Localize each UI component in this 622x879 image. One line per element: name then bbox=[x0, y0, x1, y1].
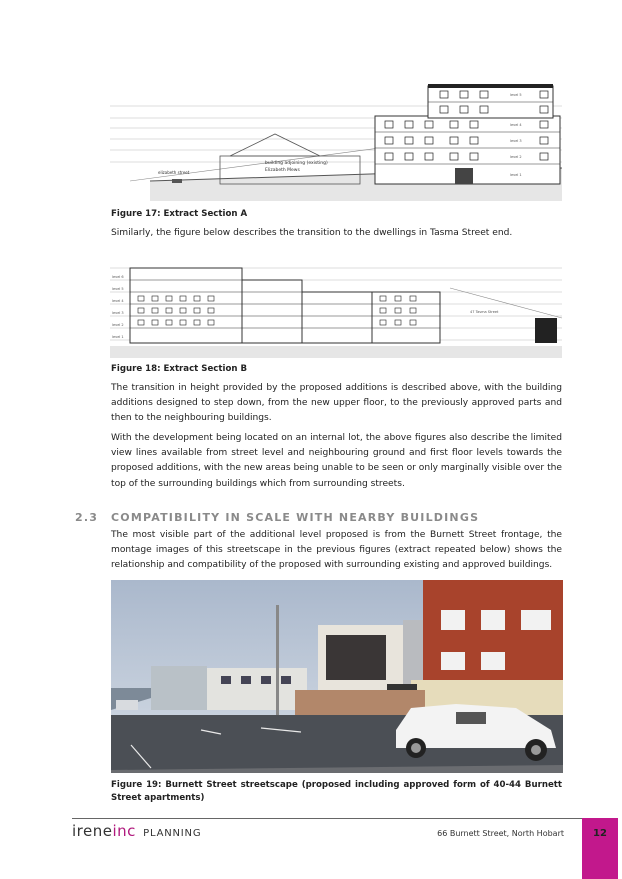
section-a-svg bbox=[110, 76, 562, 201]
section-title: COMPATIBILITY IN SCALE WITH NEARBY BUILDINGS bbox=[111, 511, 480, 524]
label-level-5: level 5 bbox=[510, 93, 522, 97]
paragraph-view-lines: With the development being located on an internal lot, the above figures also describe the limited view lines available from street level and neighbouring ground and first floor levels towards the proposed additions, with the new areas being unable to be seen or only marginally visible over the top of the surrounding buildings which from surrounding streets. bbox=[111, 433, 562, 489]
label-b-level-2: level 2 bbox=[112, 323, 124, 327]
label-level-4: level 4 bbox=[510, 123, 522, 127]
figure-17-drawing bbox=[110, 76, 562, 201]
figure-19-caption: Figure 19: Burnett Street streetscape (proposed including approved form of 40-44 Burnett Street apartments) bbox=[111, 780, 562, 803]
label-b-level-1: level 1 bbox=[112, 335, 124, 339]
page-number: 12 bbox=[593, 828, 607, 839]
footer-divider bbox=[72, 818, 582, 819]
footer-address: 66 Burnett Street, North Hobart bbox=[437, 829, 564, 838]
figure-17-caption: Figure 17: Extract Section A bbox=[111, 209, 248, 219]
footer-brand-logo bbox=[72, 822, 201, 840]
label-elizabeth-street: elizabeth street bbox=[158, 170, 190, 175]
brand-inc: inc bbox=[112, 822, 136, 840]
label-level-3: level 3 bbox=[510, 139, 522, 143]
paragraph-transition-tasma: Similarly, the figure below describes the transition to the dwellings in Tasma Street end. bbox=[111, 228, 513, 238]
section-number: 2.3 bbox=[75, 511, 99, 524]
label-elizabeth-mews: Elizabeth Mews bbox=[265, 168, 300, 173]
label-b-level-4: level 4 bbox=[112, 299, 124, 303]
label-building-adjoining: building adjoining (existing) bbox=[265, 161, 328, 166]
label-b-level-3: level 3 bbox=[112, 311, 124, 315]
brand-planning: PLANNING bbox=[143, 828, 202, 839]
paragraph-transition-height: The transition in height provided by the proposed additions is described above, with the building additions designed to step down, from the new upper floor, to the previously approved parts and then to the neighbouring buildings. bbox=[111, 383, 562, 424]
label-level-1: level 1 bbox=[510, 173, 522, 177]
figure-18-caption: Figure 18: Extract Section B bbox=[111, 364, 248, 374]
figure-18-drawing bbox=[110, 258, 562, 358]
label-b-level-5: level 5 bbox=[112, 287, 124, 291]
brand-irene: irene bbox=[72, 822, 113, 840]
streetscape-photo bbox=[111, 580, 563, 773]
label-b-level-6: level 6 bbox=[112, 275, 124, 279]
label-level-2: level 2 bbox=[510, 155, 522, 159]
label-tasma-street: 47 Tasma Street bbox=[470, 310, 499, 314]
paragraph-burnett-frontage: The most visible part of the additional level proposed is from the Burnett Street frontage, the montage images of this streetscape in the previous figures (extract repeated below) shows the relationship and compatibility of the proposed with surrounding existing and approved buildings. bbox=[111, 530, 562, 571]
section-b-svg bbox=[110, 258, 562, 358]
figure-19-photo bbox=[111, 580, 563, 773]
